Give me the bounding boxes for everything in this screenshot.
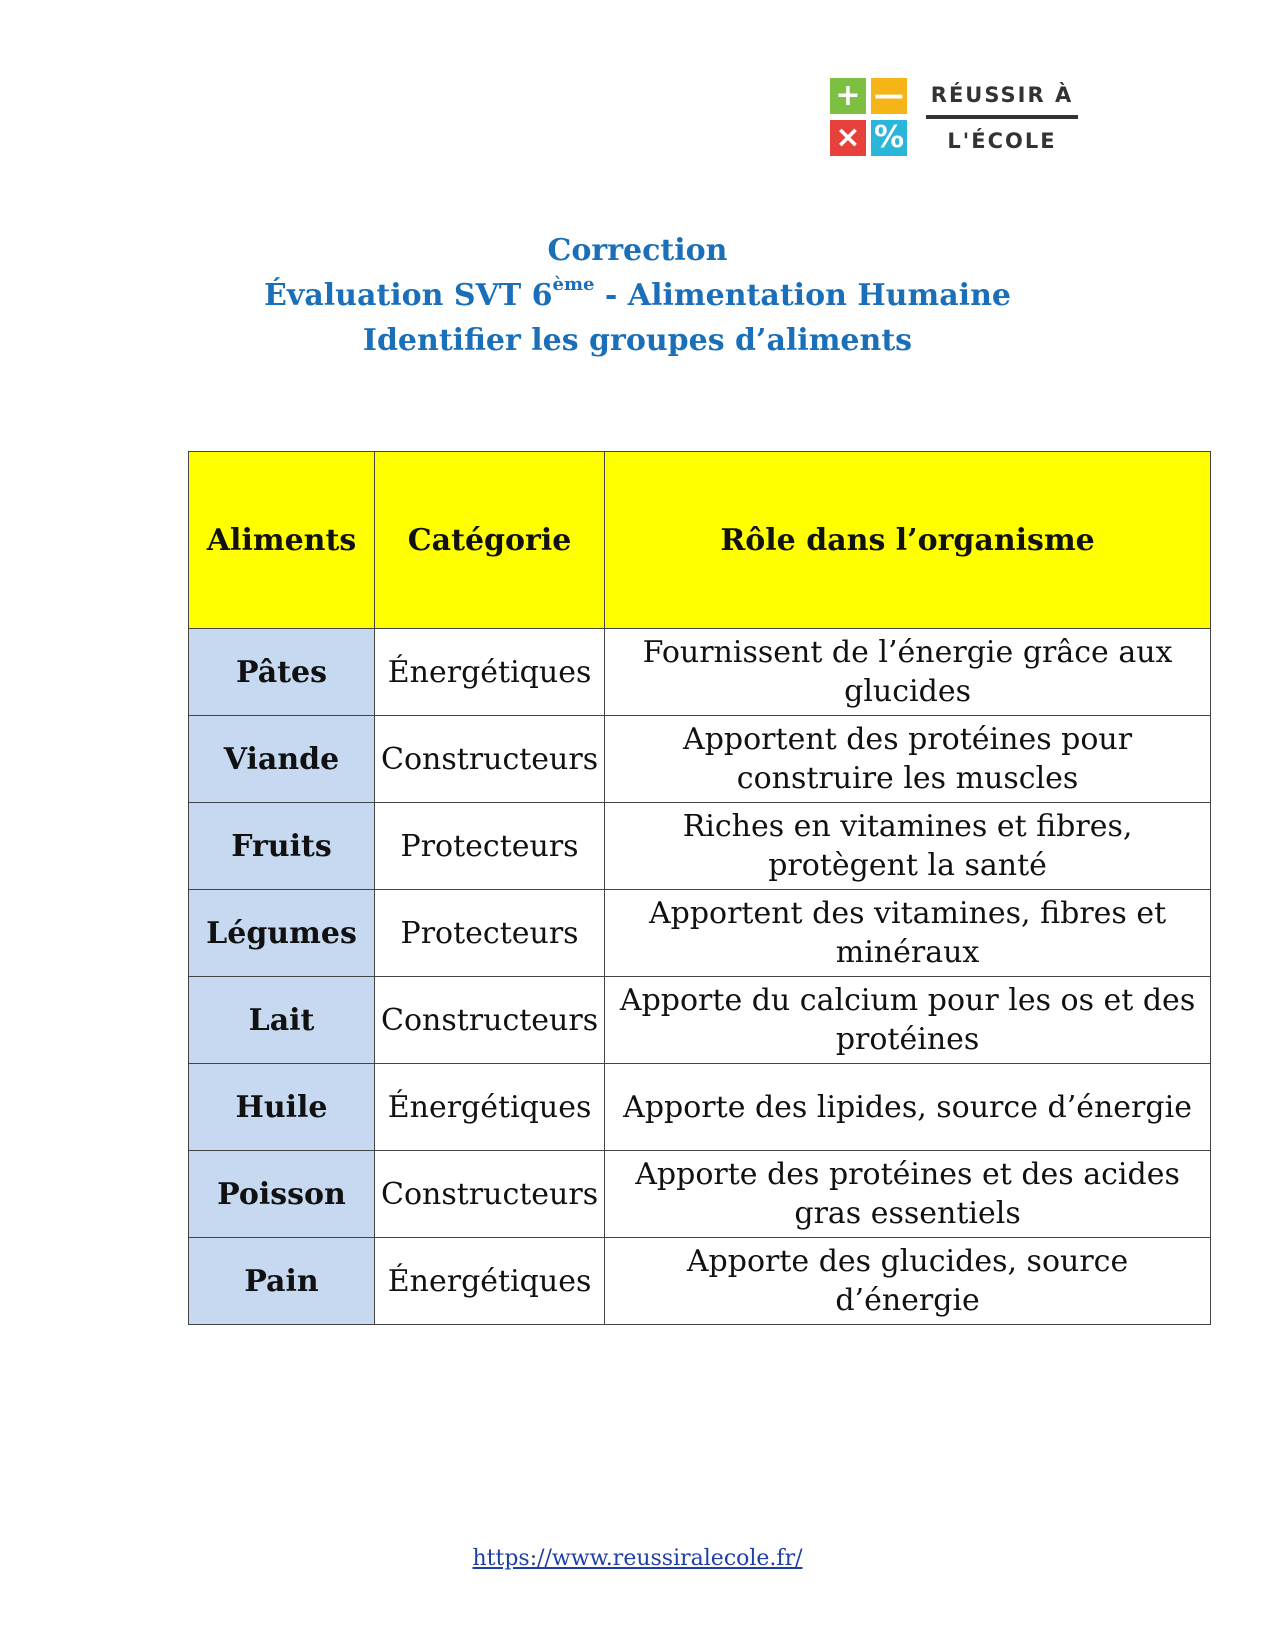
title-line-2 <box>0 273 1275 318</box>
header-role: Rôle dans l’organisme <box>605 452 1211 629</box>
table-row <box>189 803 1211 890</box>
role-cell: Apporte des glucides, source d’énergie <box>605 1238 1211 1325</box>
category-cell: Protecteurs <box>375 803 605 890</box>
logo <box>830 78 1080 160</box>
role-cell: Fournissent de l’énergie grâce aux glucides <box>605 629 1211 716</box>
table-row <box>189 890 1211 977</box>
food-cell: Poisson <box>189 1151 375 1238</box>
website-link[interactable]: https://www.reussiralecole.fr/ <box>472 1546 803 1571</box>
category-cell: Constructeurs <box>375 1151 605 1238</box>
logo-line-1: RÉUSSIR À <box>930 83 1074 107</box>
title-line-3: Identifier les groupes d’aliments <box>362 323 913 358</box>
table-row <box>189 629 1211 716</box>
role-cell: Apportent des vitamines, fibres et minéraux <box>605 890 1211 977</box>
category-cell: Énergétiques <box>375 1238 605 1325</box>
title-line-2-sup: ème <box>552 274 595 295</box>
page-title <box>0 228 1275 363</box>
role-cell: Riches en vitamines et fibres, protègent la santé <box>605 803 1211 890</box>
category-cell: Énergétiques <box>375 1064 605 1151</box>
category-cell: Constructeurs <box>375 716 605 803</box>
logo-wordmark <box>926 78 1078 153</box>
food-cell: Fruits <box>189 803 375 890</box>
food-cell: Légumes <box>189 890 375 977</box>
food-cell: Pâtes <box>189 629 375 716</box>
category-cell: Protecteurs <box>375 890 605 977</box>
role-cell: Apporte des lipides, source d’énergie <box>605 1064 1211 1151</box>
food-cell: Viande <box>189 716 375 803</box>
header-aliments: Aliments <box>189 452 375 629</box>
title-line-2-pre: Évaluation SVT 6 <box>264 278 553 313</box>
category-cell: Énergétiques <box>375 629 605 716</box>
plus-icon: + <box>830 78 866 114</box>
category-cell: Constructeurs <box>375 977 605 1064</box>
minus-icon: — <box>871 78 907 114</box>
role-cell: Apportent des protéines pour construire les muscles <box>605 716 1211 803</box>
header-categorie: Catégorie <box>375 452 605 629</box>
food-cell: Pain <box>189 1238 375 1325</box>
percent-icon: % <box>871 120 907 156</box>
table-header-row <box>189 452 1211 629</box>
title-line-1: Correction <box>547 233 728 268</box>
logo-line-2: L'ÉCOLE <box>947 129 1057 153</box>
role-cell: Apporte des protéines et des acides gras essentiels <box>605 1151 1211 1238</box>
food-cell: Huile <box>189 1064 375 1151</box>
table-row <box>189 1151 1211 1238</box>
table-row <box>189 716 1211 803</box>
role-cell: Apporte du calcium pour les os et des protéines <box>605 977 1211 1064</box>
table-row <box>189 977 1211 1064</box>
table-row <box>189 1064 1211 1151</box>
food-table <box>188 451 1211 1325</box>
times-icon: × <box>830 120 866 156</box>
food-cell: Lait <box>189 977 375 1064</box>
table-row <box>189 1238 1211 1325</box>
title-line-2-post: - Alimentation Humaine <box>594 278 1011 313</box>
